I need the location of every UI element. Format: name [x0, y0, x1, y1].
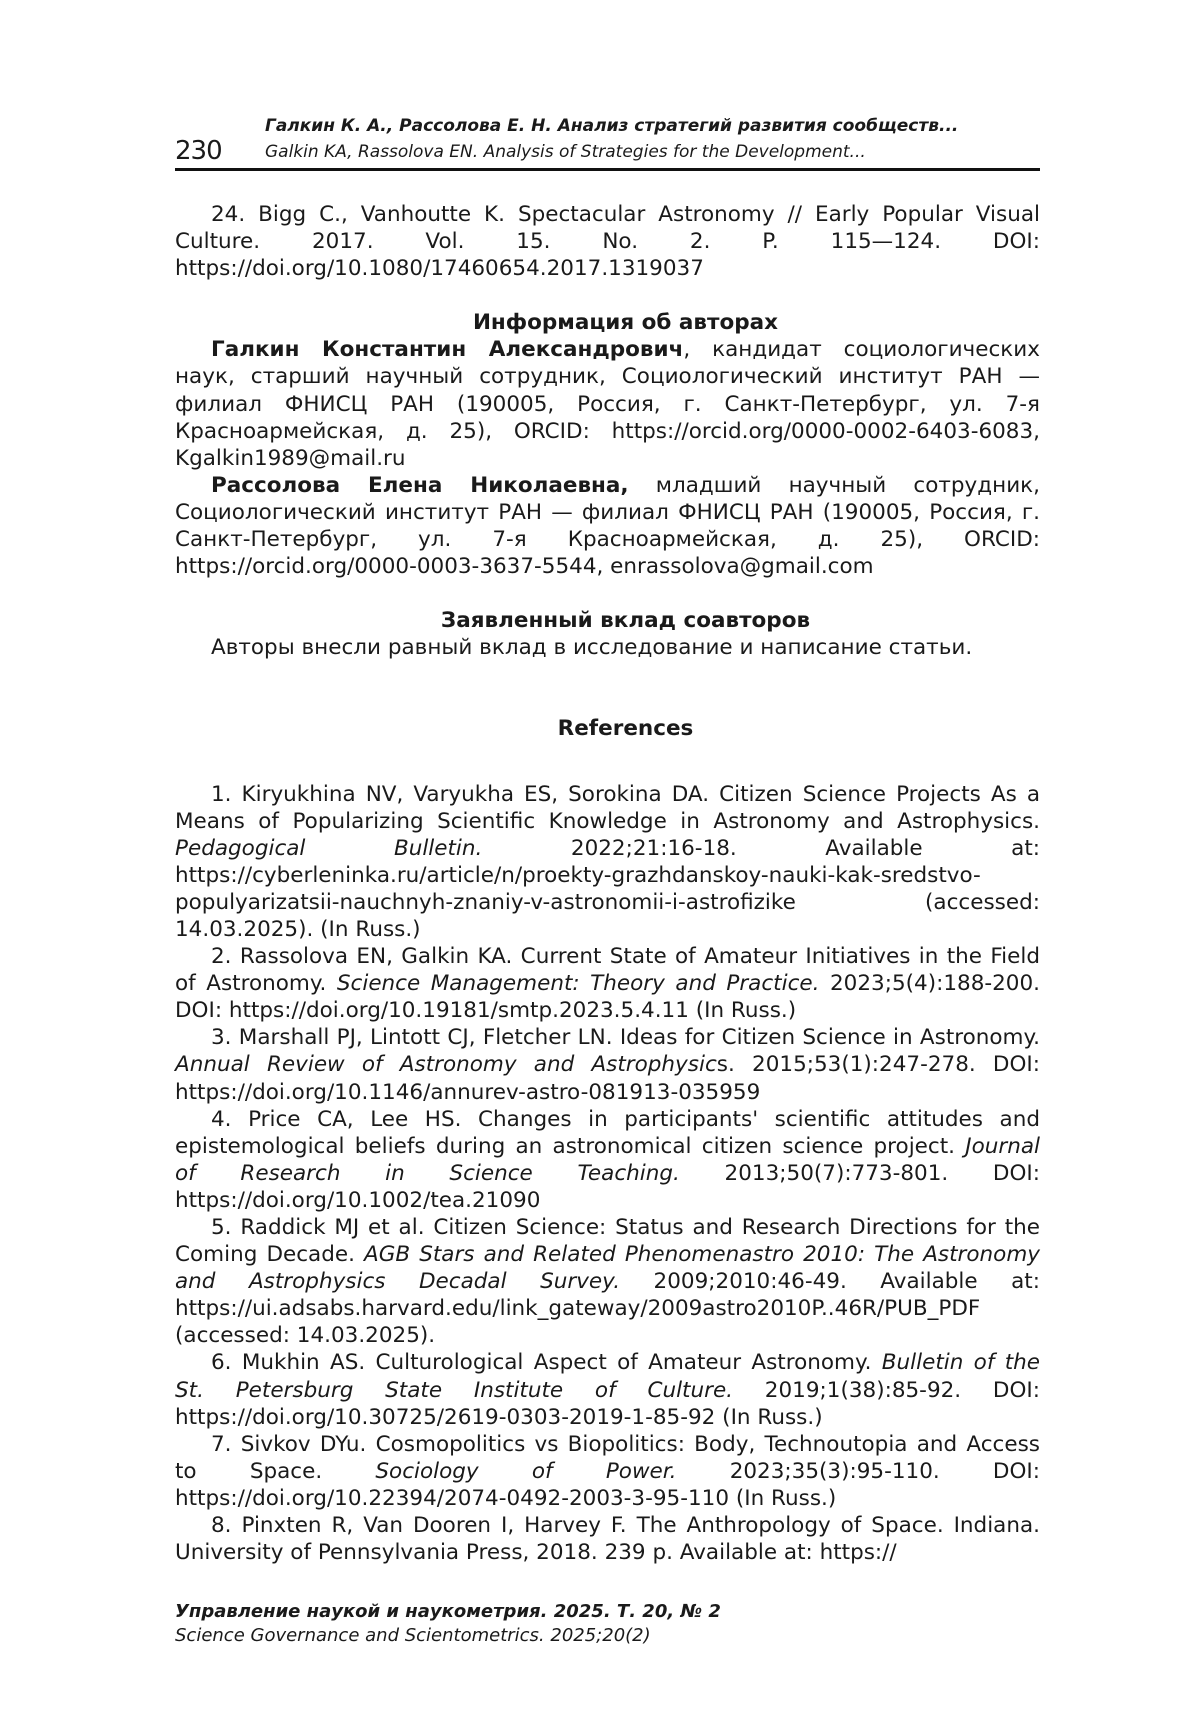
- journal-title: AGB Stars and Related Phenomenastro 2010: The Astronomy and Astrophysics Decadal Survey.: [175, 1242, 1040, 1294]
- author-entry: [175, 336, 1040, 471]
- author-details: младший научный сотрудник, Социологический институт РАН — филиал ФНИСЦ РАН (190005, Россия, г. Санкт-Петербург, ул. 7-я Красноармейская, д. 25), ORCID: https://orcid.org/0000-0003-3637-5544, enrassolova@gmail.com: [175, 473, 1040, 579]
- page-number: 230: [175, 136, 222, 166]
- journal-name-ru: Управление наукой и наукометрия. 2025. Т. 20, № 2: [175, 1600, 1040, 1624]
- reference-24: 24. Bigg C., Vanhoutte K. Spectacular Astronomy // Early Popular Visual Culture. 2017. Vol. 15. No. 2. P. 115—124. DOI: https://doi.org/10.1080/17460654.2017.1319037: [175, 201, 1040, 282]
- page: [175, 112, 1040, 1566]
- reference-item: 8. Pinxten R, Van Dooren I, Harvey F. The Anthropology of Space. Indiana. University of Pennsylvania Press, 2018. 239 p. Available at: https://: [175, 1512, 1040, 1566]
- reference-item: 6. Mukhin AS. Culturological Aspect of Amateur Astronomy. Bulletin of the St. Petersburg State Institute of Culture. 2019;1(38):85-92. DOI: https://doi.org/10.30725/2619-0303-2019-1-85-92 (In Russ.): [175, 1349, 1040, 1430]
- reference-item: 1. Kiryukhina NV, Varyukha ES, Sorokina DA. Citizen Science Projects As a Means of Popularizing Scientific Knowledge in Astronomy and Astrophysics. Pedagogical Bulletin. 2022;21:16-18. Available at: https://cyberleninka.ru/article/n/proekty-grazhdanskoy-nauki-kak-sredstvo-populyarizatsii-nauchnyh-znaniy-v-astronomii-i-astrofizike (accessed: 14.03.2025). (In Russ.): [175, 781, 1040, 944]
- journal-title: Science Management: Theory and Practice.: [337, 971, 820, 996]
- journal-title: Pedagogical Bulletin.: [175, 836, 482, 861]
- running-head: [175, 112, 1040, 171]
- journal-title: Sociology of Power.: [375, 1459, 676, 1484]
- reference-item: 7. Sivkov DYu. Cosmopolitics vs Biopolitics: Body, Technoutopia and Access to Space. Sociology of Power. 2023;35(3):95-110. DOI: https://doi.org/10.22394/2074-0492-2003-3-95-110 (In Russ.): [175, 1431, 1040, 1512]
- reference-item: 3. Marshall PJ, Lintott CJ, Fletcher LN. Ideas for Citizen Science in Astronomy. Annual Review of Astronomy and Astrophysics. 2015;53(1):247-278. DOI: https://doi.org/10.1146/annurev-astro-081913-035959: [175, 1024, 1040, 1105]
- journal-title: Bulletin of the St. Petersburg State Institute of Culture.: [175, 1350, 1040, 1402]
- running-title-en: Galkin KA, Rassolova EN. Analysis of Strategies for the Development...: [265, 142, 866, 162]
- contribution-text: Авторы внесли равный вклад в исследование и написание статьи.: [175, 634, 1040, 661]
- running-title-ru: Галкин К. А., Рассолова Е. Н. Анализ стратегий развития сообществ...: [265, 116, 958, 136]
- page-footer: [175, 1600, 1040, 1648]
- reference-item: 5. Raddick MJ et al. Citizen Science: Status and Research Directions for the Coming Decade. AGB Stars and Related Phenomenastro 2010: The Astronomy and Astrophysics Decadal Survey. 2009;2010:46-49. Available at: https://ui.adsabs.harvard.edu/link_gateway/2009astro2010P..46R/PUB_PDF (accessed: 14.03.2025).: [175, 1214, 1040, 1349]
- author-name: Галкин Константин Александрович: [211, 337, 683, 362]
- references-heading: References: [175, 715, 1040, 742]
- journal-name-en: Science Governance and Scientometrics. 2025;20(2): [175, 1624, 1040, 1648]
- author-name: Рассолова Елена Николаевна,: [211, 473, 629, 498]
- author-details: , кандидат социологических наук, старший научный сотрудник, Социологический институт РАН — филиал ФНИСЦ РАН (190005, Россия, г. Санкт-Петербург, ул. 7-я Красноармейская, д. 25), ORCID: https://orcid.org/0000-0002-6403-6083, Kgalkin1989@mail.ru: [175, 337, 1040, 470]
- journal-title: Annual Review of Astronomy and Astrophysic: [175, 1052, 717, 1077]
- authors-heading: Информация об авторах: [175, 309, 1040, 336]
- author-entry: [175, 472, 1040, 580]
- article-body: [175, 201, 1040, 1566]
- reference-item: 4. Price CA, Lee HS. Changes in participants' scientific attitudes and epistemological beliefs during an astronomical citizen science project. Journal of Research in Science Teaching. 2013;50(7):773-801. DOI: https://doi.org/10.1002/tea.21090: [175, 1106, 1040, 1214]
- contribution-heading: Заявленный вклад соавторов: [175, 607, 1040, 634]
- journal-title: Journal of Research in Science Teaching.: [175, 1134, 1040, 1186]
- reference-item: 2. Rassolova EN, Galkin KA. Current State of Amateur Initiatives in the Field of Astronomy. Science Management: Theory and Practice. 2023;5(4):188-200. DOI: https://doi.org/10.19181/smtp.2023.5.4.11 (In Russ.): [175, 943, 1040, 1024]
